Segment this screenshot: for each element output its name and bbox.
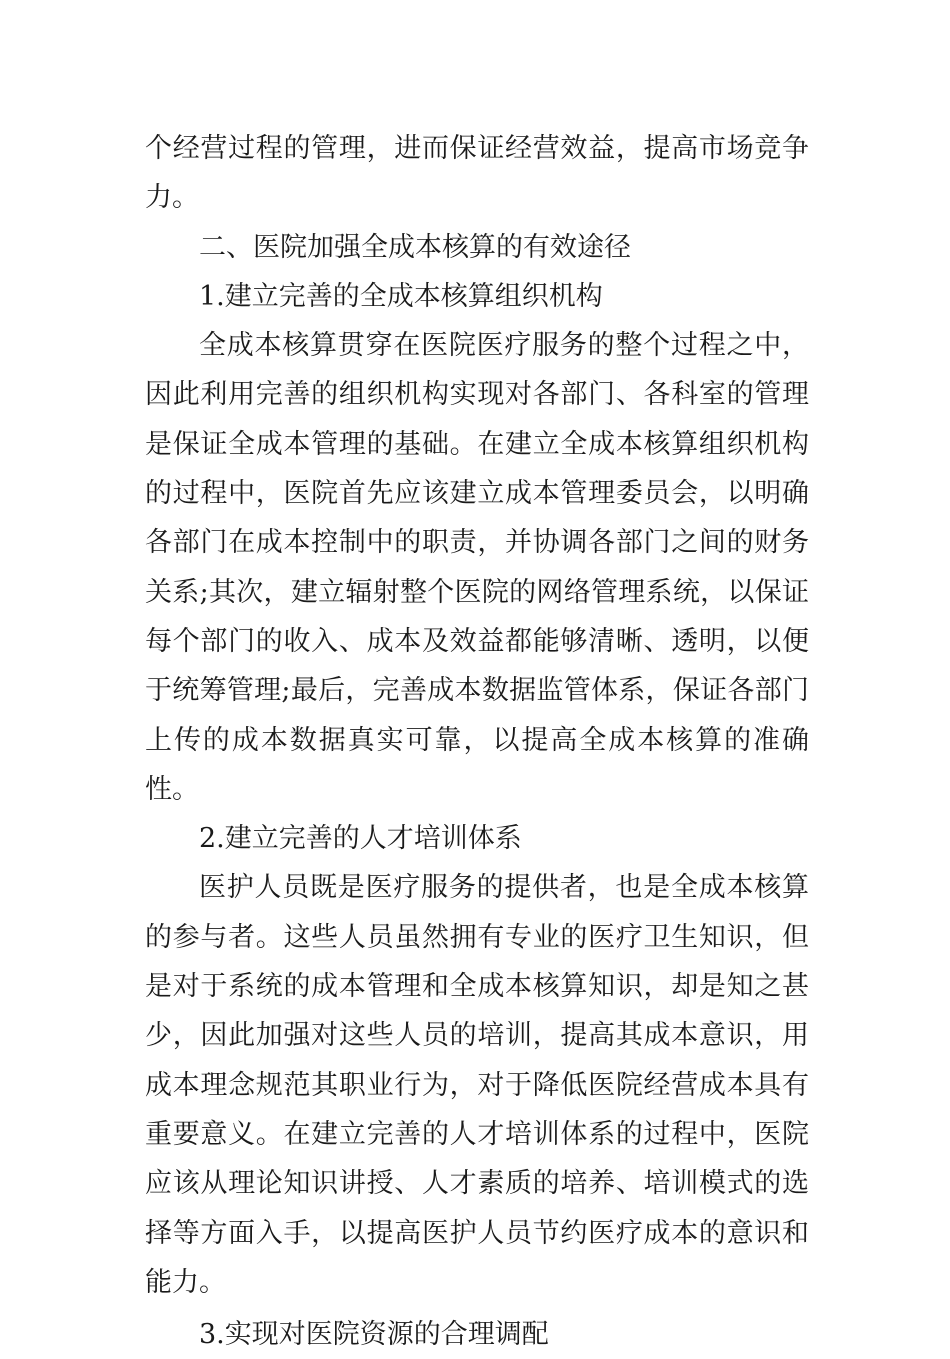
body-paragraph-2: 医护人员既是医疗服务的提供者，也是全成本核算的参与者。这些人员虽然拥有专业的医疗卫生知识，但是对于系统的成本管理和全成本核算知识，却是知之甚少，因此加强对这些人员的培训，提高其成本意识，用成本理念规范其职业行为，对于降低医院经营成本具有重要意义。在建立完善的人才培训体系的过程中，医院应该从理论知识讲授、人才素质的培养、培训模式的选择等方面入手，以提高医护人员节约医疗成本的意识和能力。: [145, 872, 809, 1298]
document-page: [145, 124, 809, 1359]
subsection-heading-1: 1.建立完善的全成本核算组织机构: [199, 280, 603, 312]
section-heading: 二、医院加强全成本核算的有效途径: [199, 231, 631, 263]
subsection-heading-3: 3.实现对医院资源的合理调配: [199, 1319, 549, 1351]
body-paragraph-1: 全成本核算贯穿在医院医疗服务的整个过程之中，因此利用完善的组织机构实现对各部门、各科室的管理是保证全成本管理的基础。在建立全成本核算组织机构的过程中，医院首先应该建立成本管理委员会，以明确各部门在成本控制中的职责，并协调各部门之间的财务关系;其次，建立辐射整个医院的网络管理系统，以保证每个部门的收入、成本及效益都能够清晰、透明，以便于统筹管理;最后，完善成本数据监管体系，保证各部门上传的成本数据真实可靠，以提高全成本核算的准确性。: [145, 330, 809, 805]
subsection-heading-2: 2.建立完善的人才培训体系: [199, 823, 522, 855]
paragraph-continuation: 个经营过程的管理，进而保证经营效益，提高市场竞争力。: [145, 133, 809, 214]
